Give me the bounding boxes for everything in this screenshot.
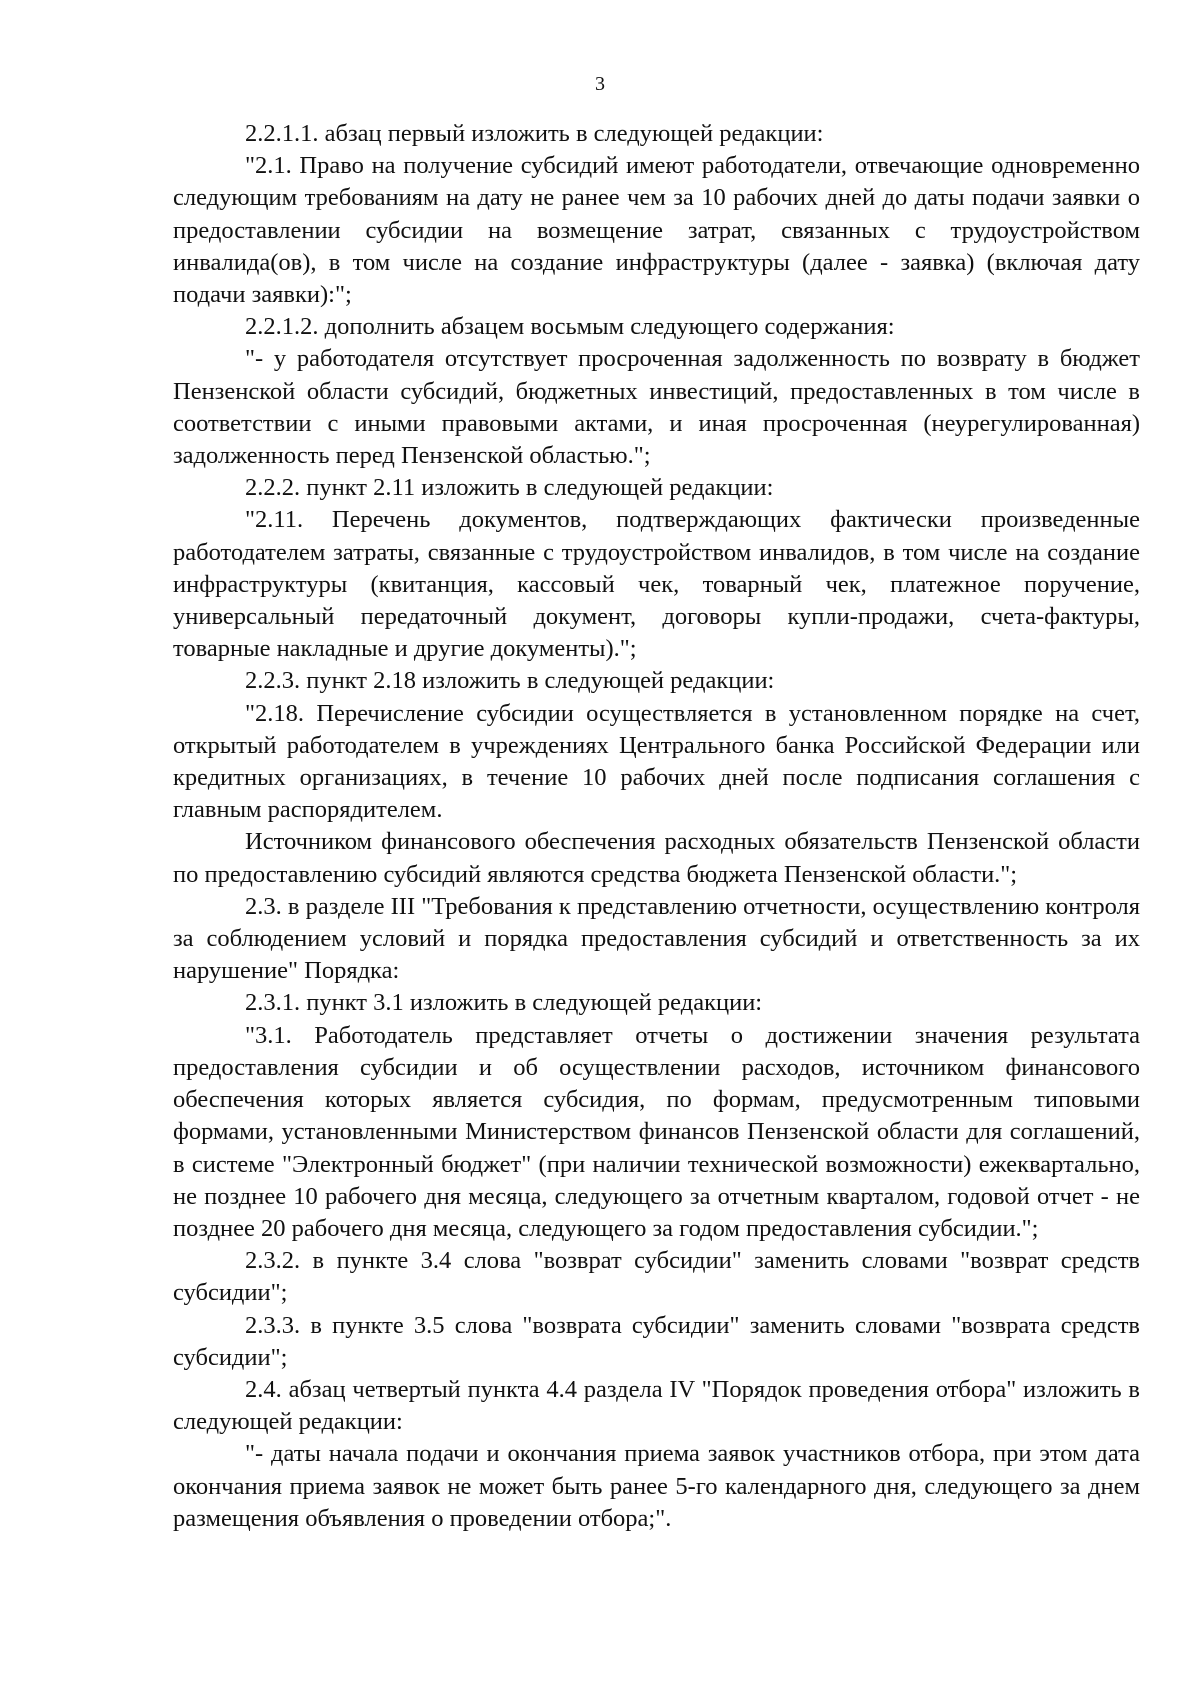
- paragraph: 2.2.3. пункт 2.18 изложить в следующей редакции:: [245, 667, 775, 695]
- paragraph: 2.3.2. в пункте 3.4 слова "возврат субсидии" заменить словами "возврат средств субсидии";: [173, 1247, 1140, 1307]
- paragraph: 2.2.2. пункт 2.11 изложить в следующей редакции:: [245, 474, 774, 502]
- paragraph: "- у работодателя отсутствует просроченная задолженность по возврату в бюджет Пензенской области субсидий, бюджетных инвестиций, предоставленных в том числе в соответствии с иными правовыми актами, и иная просроченная (неурегулированная) задолженность перед Пензенской областью.";: [173, 345, 1140, 470]
- paragraph: 2.3.1. пункт 3.1 изложить в следующей редакции:: [245, 989, 763, 1017]
- document-body: [173, 118, 1140, 1535]
- paragraph: 2.2.1.1. абзац первый изложить в следующей редакции:: [245, 120, 824, 147]
- paragraph: 2.2.1.2. дополнить абзацем восьмым следующего содержания:: [245, 313, 895, 341]
- paragraph: 2.3.3. в пункте 3.5 слова "возврата субсидии" заменить словами "возврата средств субсидии";: [173, 1311, 1140, 1371]
- paragraph: "2.11. Перечень документов, подтверждающих фактически произведенные работодателем затраты, связанные с трудоустройством инвалидов, в том числе на создание инфраструктуры (квитанция, кассовый чек, товарный чек, платежное поручение, универсальный передаточный документ, договоры купли-продажи, счета-фактуры, товарные накладные и другие документы).";: [173, 506, 1140, 663]
- paragraph: 2.4. абзац четвертый пункта 4.4 раздела IV "Порядок проведения отбора" изложить в следующей редакции:: [173, 1375, 1140, 1436]
- paragraph: 2.3. в разделе III "Требования к представлению отчетности, осуществлению контроля за соблюдением условий и порядка предоставления субсидий и ответственность за их нарушение" Порядка:: [173, 892, 1140, 985]
- page-number: 3: [595, 73, 605, 95]
- paragraph: Источником финансового обеспечения расходных обязательств Пензенской области по предоставлению субсидий являются средства бюджета Пензенской области.";: [173, 828, 1140, 888]
- paragraph: "- даты начала подачи и окончания приема заявок участников отбора, при этом дата окончания приема заявок не может быть ранее 5-го календарного дня, следующего за днем размещения объявления о проведении отбора;".: [173, 1440, 1140, 1532]
- paragraph: "2.1. Право на получение субсидий имеют работодатели, отвечающие одновременно следующим требованиям на дату не ранее чем за 10 рабочих дней до даты подачи заявки о предоставлении субсидии на возмещение затрат, связанных с трудоустройством инвалида(ов), в том числе на создание инфраструктуры (далее - заявка) (включая дату подачи заявки):";: [173, 152, 1140, 309]
- paragraph: "3.1. Работодатель представляет отчеты о достижении значения результата предоставления субсидии и об осуществлении расходов, источником финансового обеспечения которых является субсидия, по формам, предусмотренным типовыми формами, установленными Министерством финансов Пензенской области для соглашений, в системе "Электронный бюджет" (при наличии технической возможности) ежеквартально, не позднее 10 рабочего дня месяца, следующего за отчетным кварталом, годовой отчет - не позднее 20 рабочего дня месяца, следующего за годом предоставления субсидии.";: [173, 1021, 1140, 1242]
- paragraph: "2.18. Перечисление субсидии осуществляется в установленном порядке на счет, открытый работодателем в учреждениях Центрального банка Российской Федерации или кредитных организациях, в течение 10 рабочих дней после подписания соглашения с главным распорядителем.: [173, 699, 1140, 824]
